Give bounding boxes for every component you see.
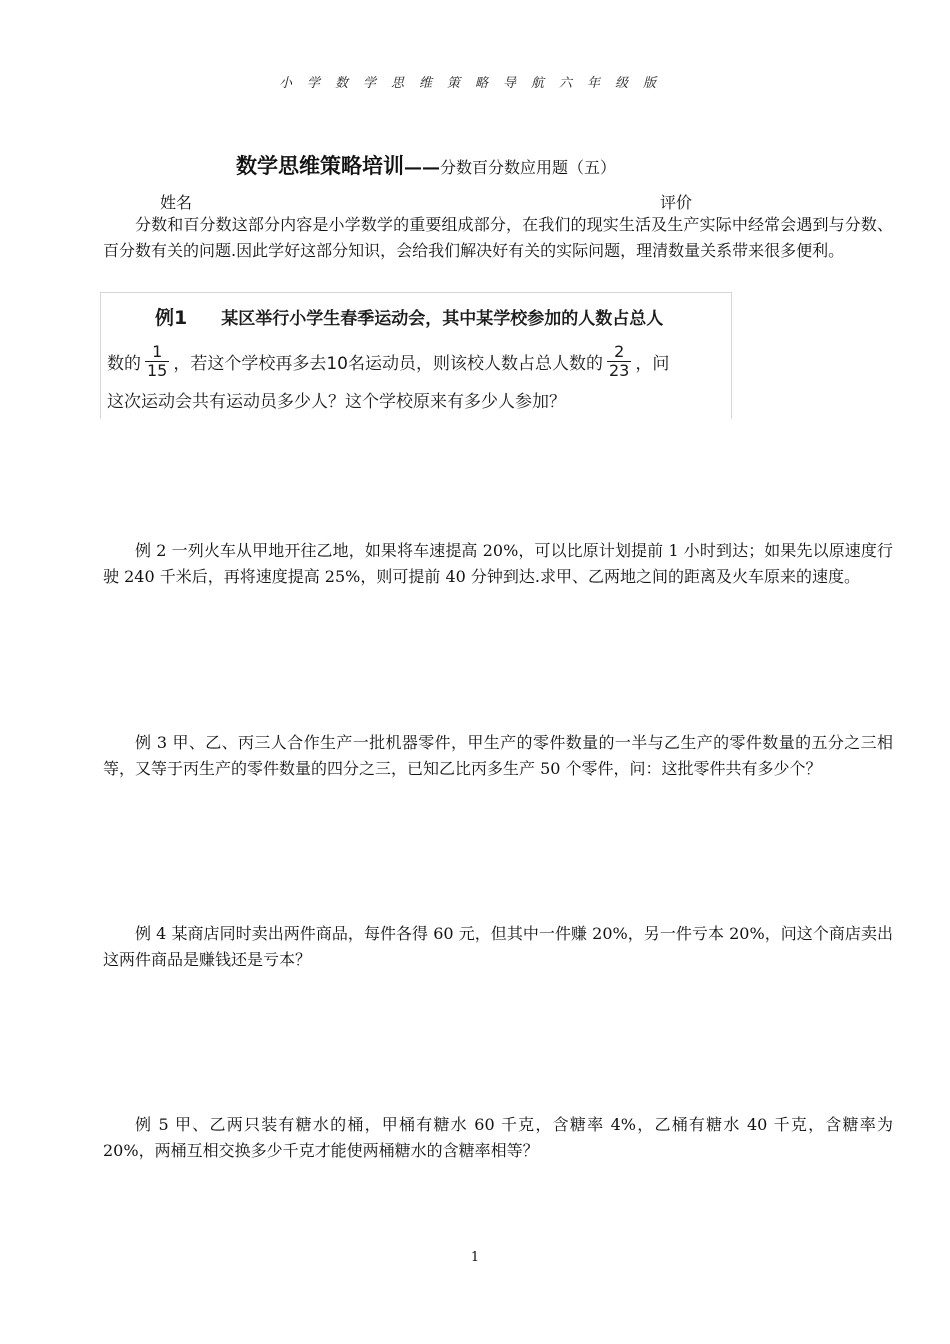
- example-1-line-2: [107, 339, 669, 383]
- example-4-paragraph: 例 4 某商店同时卖出两件商品，每件各得 60 元，但其中一件赚 20%，另一件亏本 20%，问这个商店卖出这两件商品是赚钱还是亏本？: [103, 924, 893, 969]
- fraction-numerator: 1: [152, 341, 163, 361]
- fraction-denominator: 23: [609, 360, 630, 380]
- page-number: 1: [470, 1250, 480, 1265]
- example-1-box: [100, 292, 732, 419]
- example-1-text-2a: 数的: [107, 353, 141, 374]
- example-1-label: 例1: [155, 307, 188, 329]
- title-main: 数学思维策略培训: [236, 154, 404, 178]
- example-1-text-1: 某区举行小学生春季运动会，其中某学校参加的人数占总人: [221, 309, 664, 329]
- page-title: [236, 150, 616, 180]
- example-1-text-2c: ，问: [635, 353, 670, 374]
- fraction-numerator: 2: [614, 341, 625, 361]
- example-5-paragraph: 例 5 甲、乙两只装有糖水的桶，甲桶有糖水 60 千克，含糖率 4%，乙桶有糖水 40 千克，含糖率为 20%，两桶互相交换多少千克才能使两桶糖水的含糖率相等？: [103, 1115, 893, 1160]
- intro-paragraph: 分数和百分数这部分内容是小学数学的重要组成部分，在我们的现实生活及生产实际中经常会遇到与分数、百分数有关的问题.因此学好这部分知识，会给我们解决好有关的实际问题，理清数量关系带来很多便利。: [103, 215, 893, 260]
- fraction-denominator: 15: [147, 360, 168, 380]
- example-3-paragraph: 例 3 甲、乙、丙三人合作生产一批机器零件，甲生产的零件数量的一半与乙生产的零件数量的五分之三相等，又等于丙生产的零件数量的四分之三，已知乙比丙多生产 50 个零件，问：这批零件共有多少个？: [103, 733, 893, 778]
- fraction-1-15: [145, 343, 169, 380]
- title-dash: ——: [404, 157, 440, 178]
- example-1-text-2b: ，若这个学校再多去10名运动员，则该校人数占总人数的: [173, 353, 603, 374]
- fraction-2-23: [607, 343, 631, 380]
- rating-label: 评价: [660, 193, 693, 212]
- running-header: 小学数学思维策略导航六年级版: [278, 76, 671, 91]
- example-2-paragraph: 例 2 一列火车从甲地开往乙地，如果将车速提高 20%，可以比原计划提前 1 小时到达；如果先以原速度行驶 240 千米后，再将速度提高 25%，则可提前 40 分钟到达.求甲、乙两地之间的距离及火车原来的速度。: [103, 541, 893, 586]
- name-label: 姓名: [160, 193, 193, 212]
- title-subtitle: 分数百分数应用题（五）: [440, 158, 617, 177]
- example-1-line-1: [155, 303, 663, 330]
- example-1-line-3: 这次运动会共有运动员多少人？这个学校原来有多少人参加？: [107, 392, 566, 412]
